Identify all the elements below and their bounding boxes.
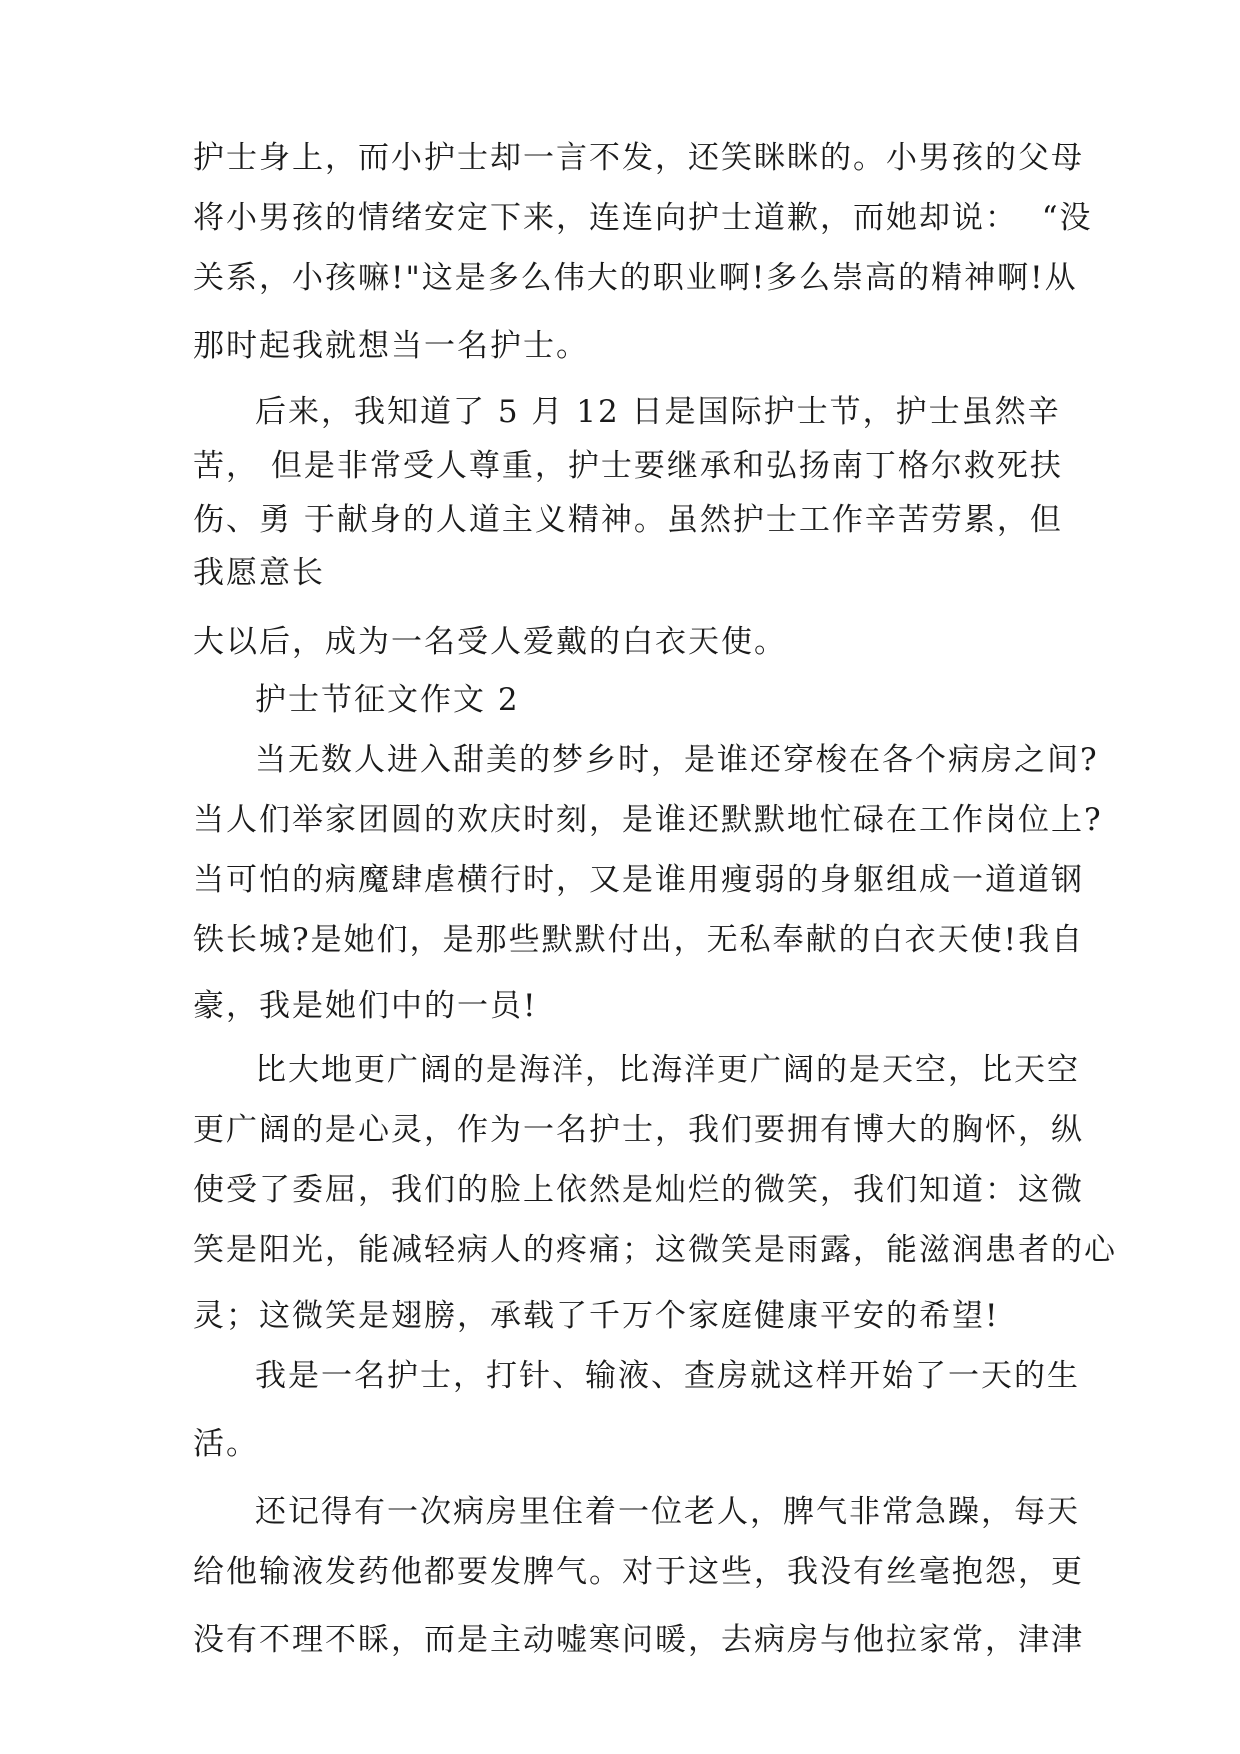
text-line: 后来，我知道了 5 月 12 日是国际护士节，护士虽然辛 — [255, 394, 1061, 430]
text-line: 豪，我是她们中的一员! — [193, 988, 538, 1024]
text-line: 使受了委屈，我们的脸上依然是灿烂的微笑，我们知道：这微 — [193, 1172, 1084, 1208]
text-line: 当可怕的病魔肆虐横行时，又是谁用瘦弱的身躯组成一道道钢 — [193, 862, 1084, 898]
text-line: 关系，小孩嘛!"这是多么伟大的职业啊!多么崇高的精神啊!从 — [193, 260, 1078, 296]
text-line: 笑是阳光，能减轻病人的疼痛；这微笑是雨露，能滋润患者的心 — [193, 1232, 1117, 1268]
text-line: 那时起我就想当一名护士。 — [193, 328, 589, 364]
text-line: 我是一名护士，打针、输液、查房就这样开始了一天的生 — [255, 1358, 1080, 1394]
text-line: 苦， 但是非常受人尊重，护士要继承和弘扬南丁格尔救死扶 — [193, 448, 1063, 484]
text-line: 没有不理不睬，而是主动嘘寒问暖，去病房与他拉家常，津津 — [193, 1622, 1084, 1658]
text-line: 比大地更广阔的是海洋，比海洋更广阔的是天空，比天空 — [255, 1052, 1080, 1088]
text-line: 还记得有一次病房里住着一位老人，脾气非常急躁，每天 — [255, 1494, 1080, 1530]
text-line: 当人们举家团圆的欢庆时刻，是谁还默默地忙碌在工作岗位上? — [193, 802, 1103, 838]
text-line: 我愿意长 — [193, 555, 325, 591]
text-line: 活。 — [193, 1426, 259, 1462]
text-line: 更广阔的是心灵，作为一名护士，我们要拥有博大的胸怀，纵 — [193, 1112, 1084, 1148]
text-line: 铁长城?是她们，是那些默默付出，无私奉献的白衣天使!我自 — [193, 922, 1085, 958]
text-line: 大以后，成为一名受人爱戴的白衣天使。 — [193, 624, 787, 660]
text-line: 给他输液发药他都要发脾气。对于这些，我没有丝毫抱怨，更 — [193, 1554, 1084, 1590]
text-line: 灵；这微笑是翅膀，承载了千万个家庭健康平安的希望! — [193, 1298, 1000, 1334]
text-line: 将小男孩的情绪安定下来，连连向护士道歉，而她却说： “没 — [193, 200, 1093, 236]
text-line: 当无数人进入甜美的梦乡时，是谁还穿梭在各个病房之间? — [255, 742, 1099, 778]
section-heading: 护士节征文作文 2 — [255, 682, 520, 718]
text-line: 护士身上，而小护士却一言不发，还笑眯眯的。小男孩的父母 — [193, 140, 1084, 176]
text-line: 伤、勇 于献身的人道主义精神。虽然护士工作辛苦劳累，但 — [193, 502, 1063, 538]
